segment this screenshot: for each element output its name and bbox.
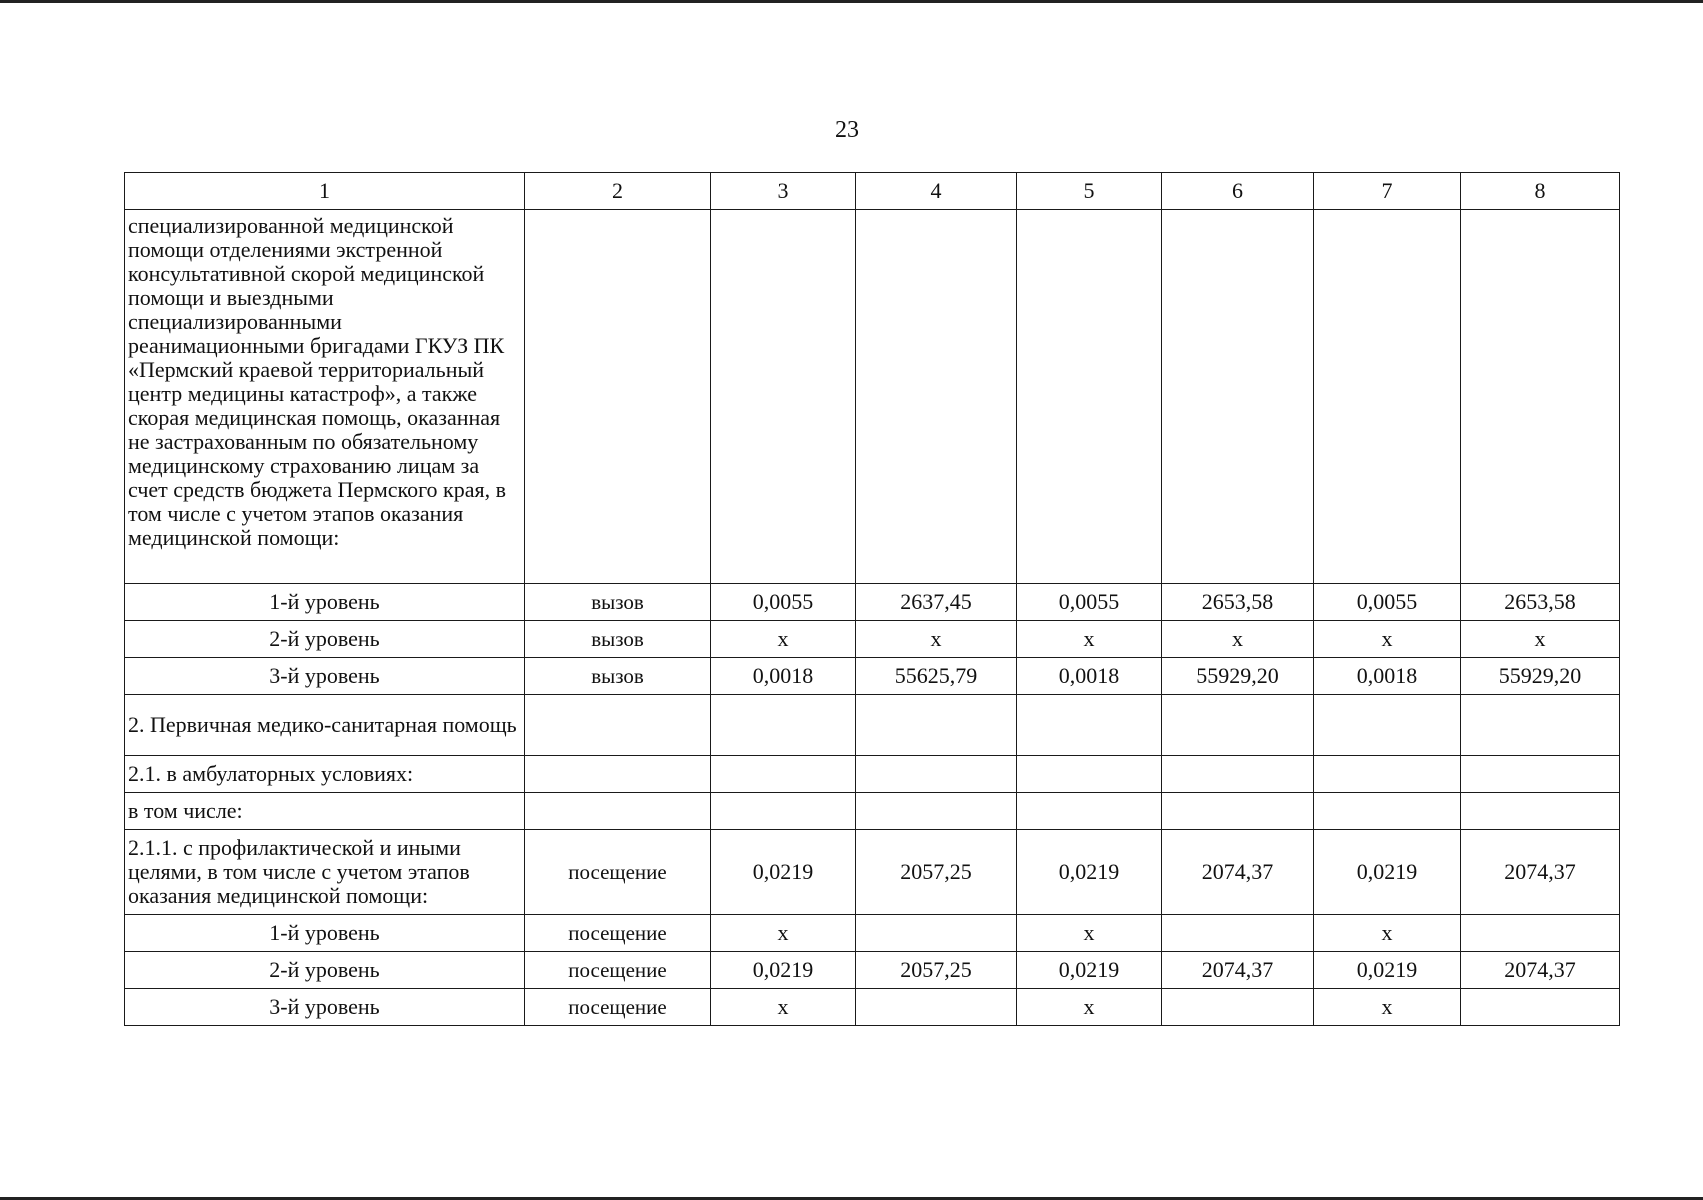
cell-col7 xyxy=(1314,756,1461,793)
cell-col3: 0,0219 xyxy=(711,830,856,915)
cell-col3 xyxy=(711,695,856,756)
cell-col8 xyxy=(1461,695,1620,756)
table-row xyxy=(125,584,1620,621)
cell-col4 xyxy=(856,989,1017,1026)
table-row xyxy=(125,621,1620,658)
row-unit: посещение xyxy=(525,830,711,915)
table-row xyxy=(125,915,1620,952)
row-description: в том числе: xyxy=(125,793,525,830)
cell-col5: х xyxy=(1017,989,1162,1026)
cell-col3 xyxy=(711,210,856,584)
cell-col3: 0,0219 xyxy=(711,952,856,989)
column-number-8: 8 xyxy=(1461,173,1620,210)
row-unit: посещение xyxy=(525,952,711,989)
cell-col5 xyxy=(1017,695,1162,756)
cell-col7: 0,0055 xyxy=(1314,584,1461,621)
cell-col4 xyxy=(856,695,1017,756)
column-number-5: 5 xyxy=(1017,173,1162,210)
row-unit xyxy=(525,695,711,756)
column-number-2: 2 xyxy=(525,173,711,210)
cell-col7: 0,0018 xyxy=(1314,658,1461,695)
row-description: 1-й уровень xyxy=(125,915,525,952)
cell-col6 xyxy=(1162,756,1314,793)
cell-col8 xyxy=(1461,915,1620,952)
cell-col4 xyxy=(856,793,1017,830)
cell-col4 xyxy=(856,210,1017,584)
cell-col6 xyxy=(1162,793,1314,830)
row-unit: вызов xyxy=(525,584,711,621)
cell-col7 xyxy=(1314,695,1461,756)
cell-col7 xyxy=(1314,210,1461,584)
cell-col6: х xyxy=(1162,621,1314,658)
cell-col3: 0,0055 xyxy=(711,584,856,621)
row-unit: посещение xyxy=(525,915,711,952)
cell-col4: 55625,79 xyxy=(856,658,1017,695)
cell-col4: 2637,45 xyxy=(856,584,1017,621)
column-number-6: 6 xyxy=(1162,173,1314,210)
row-unit: вызов xyxy=(525,658,711,695)
row-description: 3-й уровень xyxy=(125,989,525,1026)
row-description: 1-й уровень xyxy=(125,584,525,621)
cell-col5: 0,0219 xyxy=(1017,830,1162,915)
cell-col5: 0,0055 xyxy=(1017,584,1162,621)
cell-col5: 0,0219 xyxy=(1017,952,1162,989)
cell-col6: 2074,37 xyxy=(1162,952,1314,989)
table-row xyxy=(125,989,1620,1026)
column-number-1: 1 xyxy=(125,173,525,210)
row-description: 2-й уровень xyxy=(125,952,525,989)
cell-col5: 0,0018 xyxy=(1017,658,1162,695)
row-description: специализированной медицинской помощи отделениями экстренной консультативной скорой медицинской помощи и выездными специализированными реанимационными бригадами ГКУЗ ПК «Пермский краевой территориальный центр медицины катастроф», а также скорая медицинская помощь, оказанная не застрахованным по обязательному медицинскому страхованию лицам за счет средств бюджета Пермского края, в том числе с учетом этапов оказания медицинской помощи: xyxy=(125,210,525,584)
cell-col5: х xyxy=(1017,621,1162,658)
table-row xyxy=(125,793,1620,830)
cell-col4 xyxy=(856,756,1017,793)
cell-col7: 0,0219 xyxy=(1314,830,1461,915)
table-header-row xyxy=(125,173,1620,210)
table-row xyxy=(125,695,1620,756)
row-description: 2.1. в амбулаторных условиях: xyxy=(125,756,525,793)
cell-col7: 0,0219 xyxy=(1314,952,1461,989)
cell-col4 xyxy=(856,915,1017,952)
data-table xyxy=(124,172,1620,1026)
cell-col5 xyxy=(1017,756,1162,793)
cell-col3: х xyxy=(711,621,856,658)
cell-col6 xyxy=(1162,915,1314,952)
cell-col3: 0,0018 xyxy=(711,658,856,695)
table-row xyxy=(125,658,1620,695)
table-row xyxy=(125,756,1620,793)
row-unit: вызов xyxy=(525,621,711,658)
cell-col3: х xyxy=(711,989,856,1026)
cell-col4: х xyxy=(856,621,1017,658)
cell-col7: х xyxy=(1314,621,1461,658)
cell-col3 xyxy=(711,793,856,830)
column-number-7: 7 xyxy=(1314,173,1461,210)
cell-col8: 55929,20 xyxy=(1461,658,1620,695)
row-unit xyxy=(525,756,711,793)
cell-col8 xyxy=(1461,756,1620,793)
row-description: 2. Первичная медико-санитарная помощь xyxy=(125,695,525,756)
scan-edge-top xyxy=(0,0,1703,3)
table-row xyxy=(125,210,1620,584)
cell-col8 xyxy=(1461,793,1620,830)
row-description: 3-й уровень xyxy=(125,658,525,695)
table-row xyxy=(125,830,1620,915)
row-description: 2.1.1. с профилактической и иными целями, в том числе с учетом этапов оказания медицинской помощи: xyxy=(125,830,525,915)
cell-col6: 55929,20 xyxy=(1162,658,1314,695)
table-row xyxy=(125,952,1620,989)
cell-col6: 2074,37 xyxy=(1162,830,1314,915)
cell-col8 xyxy=(1461,210,1620,584)
cell-col7: х xyxy=(1314,915,1461,952)
cell-col4: 2057,25 xyxy=(856,952,1017,989)
cell-col7 xyxy=(1314,793,1461,830)
row-unit: посещение xyxy=(525,989,711,1026)
cell-col6: 2653,58 xyxy=(1162,584,1314,621)
column-number-4: 4 xyxy=(856,173,1017,210)
cell-col5 xyxy=(1017,210,1162,584)
cell-col7: х xyxy=(1314,989,1461,1026)
cell-col4: 2057,25 xyxy=(856,830,1017,915)
cell-col8: х xyxy=(1461,621,1620,658)
cell-col6 xyxy=(1162,210,1314,584)
cell-col6 xyxy=(1162,989,1314,1026)
cell-col8 xyxy=(1461,989,1620,1026)
cell-col5: х xyxy=(1017,915,1162,952)
row-description: 2-й уровень xyxy=(125,621,525,658)
cell-col6 xyxy=(1162,695,1314,756)
cell-col3: х xyxy=(711,915,856,952)
row-unit xyxy=(525,793,711,830)
cell-col8: 2074,37 xyxy=(1461,952,1620,989)
cell-col5 xyxy=(1017,793,1162,830)
cell-col3 xyxy=(711,756,856,793)
column-number-3: 3 xyxy=(711,173,856,210)
row-unit xyxy=(525,210,711,584)
page-number: 23 xyxy=(835,117,859,143)
cell-col8: 2074,37 xyxy=(1461,830,1620,915)
cell-col8: 2653,58 xyxy=(1461,584,1620,621)
